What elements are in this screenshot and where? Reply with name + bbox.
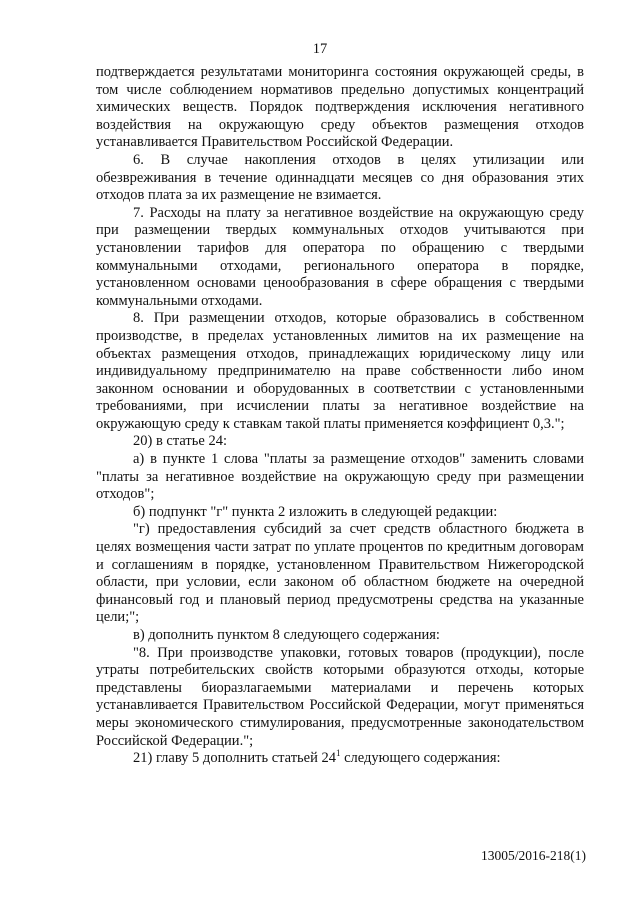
article-superscript: 1 <box>336 748 341 759</box>
item-21-text-start: 21) главу 5 дополнить статьей 24 <box>133 750 336 767</box>
paragraph-point-8-quote: "8. При производстве упаковки, готовых товаров (продукции), после утраты потребительских свойств которыми образуются отходы, которые представлены биоразлагаемыми материалами и перечень которых устанавливается Правительством Российской Федерации, могут применяться меры экономического стимулирования, предусмотренные законодательством Российской Федерации."; <box>96 644 584 749</box>
page-number: 17 <box>312 41 328 57</box>
paragraph-subitem-a: а) в пункте 1 слова "платы за размещение отходов" заменить словами "платы за негативное воздействие на окружающую среду при размещении отходов"; <box>96 451 584 503</box>
paragraph-item-20: 20) в статье 24: <box>133 433 227 450</box>
document-body <box>96 64 584 768</box>
paragraph-subitem-b: б) подпункт "г" пункта 2 изложить в следующей редакции: <box>133 503 498 520</box>
paragraph-subitem-v: в) дополнить пунктом 8 следующего содержания: <box>133 627 440 643</box>
paragraph-subitem-g: "г) предоставления субсидий за счет средств областного бюджета в целях возмещения части затрат по уплате процентов по кредитным договорам и соглашениям в порядке, установленном Правительством Нижегородской области, при условии, если законом об областном бюджете на очередной финансовый год и плановый период предусмотрены средства на указанные цели;"; <box>96 521 584 626</box>
paragraph-item-6: 6. В случае накопления отходов в целях утилизации или обезвреживания в течение одиннадцати месяцев со дня образования этих отходов плата за их размещение не взимается. <box>96 151 584 204</box>
item-21-text-end: следующего содержания: <box>340 750 501 767</box>
paragraph-item-7: 7. Расходы на плату за негативное воздействие на окружающую среду при размещении твердых коммунальных отходов учитываются при установлении тарифов для оператора по обращению с твердыми коммунальными отходами, регионального оператора в порядке, установленном основами ценообразования в сфере обращения с твердыми коммунальными отходами. <box>96 204 584 309</box>
paragraph-item-8: 8. При размещении отходов, которые образовались в собственном производстве, в пределах установленных лимитов на их размещение на объектах размещения отходов, принадлежащих юридическому лицу или индивидуальному предпринимателю на праве собственности либо ином законном основании и оборудованных в соответствии с установленными требованиями, при исчислении платы за негативное воздействие на окружающую среду к ставкам такой платы применяется коэффициент 0,3."; <box>96 310 584 432</box>
paragraph-continuation: подтверждается результатами мониторинга состояния окружающей среды, в том числе соблюдением нормативов предельно допустимых концентраций химических веществ. Порядок подтверждения исключения негативного воздействия на окружающую среду объектов размещения отходов устанавливается Правительством Российской Федерации. <box>96 64 584 151</box>
paragraph-item-21 <box>96 750 584 768</box>
document-code: 13005/2016-218(1) <box>481 848 586 863</box>
